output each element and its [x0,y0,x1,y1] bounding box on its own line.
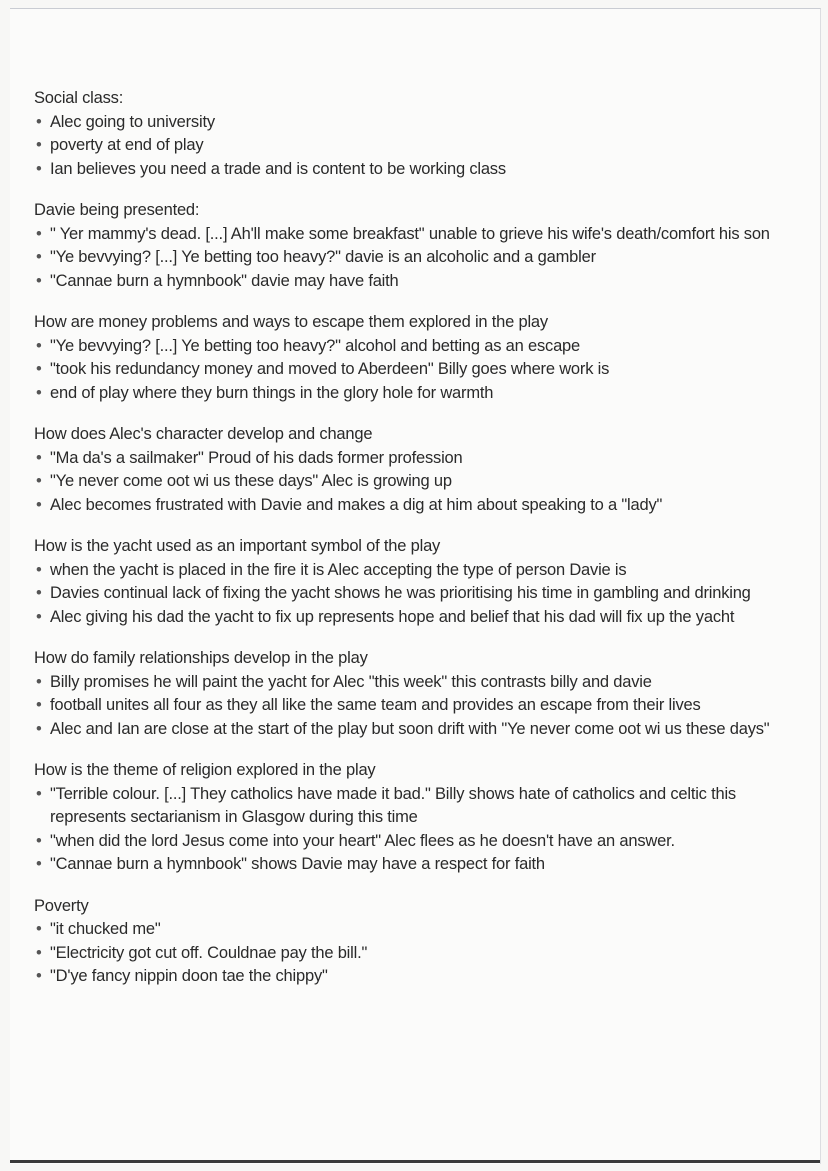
list-item: • "Ye bevvying? [...] Ye betting too heavy?" alcohol and betting as an escape [34,335,814,359]
list-item: • "when did the lord Jesus come into your heart" Alec flees as he doesn't have an answer. [34,830,814,854]
bullet-list [34,111,814,182]
section-heading: How are money problems and ways to escape them explored in the play [34,313,548,331]
list-item: • "Ye never come oot wi us these days" Alec is growing up [34,470,814,494]
bullet-list [34,783,814,877]
section-heading: How does Alec's character develop and change [34,425,373,443]
section-family-relationships [34,647,814,741]
list-item: • Billy promises he will paint the yacht for Alec "this week" this contrasts billy and davie [34,671,814,695]
bullet-list [34,671,814,742]
list-item: • poverty at end of play [34,134,814,158]
section-heading: Social class: [34,89,124,107]
section-heading: How is the yacht used as an important symbol of the play [34,537,441,555]
notes-content [34,87,814,1007]
list-item: • when the yacht is placed in the fire it is Alec accepting the type of person Davie is [34,559,814,583]
section-heading: How do family relationships develop in the play [34,649,368,667]
section-money-problems [34,311,814,405]
bullet-list [34,918,814,989]
bullet-list [34,447,814,518]
list-item: • Alec giving his dad the yacht to fix up represents hope and belief that his dad will fix up the yacht [34,606,814,630]
list-item: • "Cannae burn a hymnbook" shows Davie may have a respect for faith [34,853,814,877]
section-heading: Davie being presented: [34,201,200,219]
list-item: • football unites all four as they all like the same team and provides an escape from their lives [34,694,814,718]
bullet-list [34,223,814,294]
list-item: • "D'ye fancy nippin doon tae the chippy" [34,965,814,989]
section-yacht-symbol [34,535,814,629]
section-poverty [34,895,814,989]
section-alec-character [34,423,814,517]
list-item: • Alec going to university [34,111,814,135]
list-item: • Davies continual lack of fixing the yacht shows he was prioritising his time in gambling and drinking [34,582,814,606]
list-item: • "it chucked me" [34,918,814,942]
notes-page [10,8,821,1164]
list-item: • Alec becomes frustrated with Davie and makes a dig at him about speaking to a "lady" [34,494,814,518]
section-social-class [34,87,814,181]
list-item: • "Terrible colour. [...] They catholics have made it bad." Billy shows hate of catholics and celtic this represents sectarianism in Glasgow during this time [34,783,814,830]
list-item: • end of play where they burn things in the glory hole for warmth [34,382,814,406]
section-heading: How is the theme of religion explored in the play [34,761,376,779]
list-item: • "Ma da's a sailmaker" Proud of his dads former profession [34,447,814,471]
list-item: • "Cannae burn a hymnbook" davie may have faith [34,270,814,294]
bullet-list [34,559,814,630]
list-item: • "Ye bevvying? [...] Ye betting too heavy?" davie is an alcoholic and a gambler [34,246,814,270]
list-item: • "took his redundancy money and moved to Aberdeen" Billy goes where work is [34,358,814,382]
list-item: • "Electricity got cut off. Couldnae pay the bill." [34,942,814,966]
section-davie-presented [34,199,814,293]
section-religion [34,759,814,877]
bullet-list [34,335,814,406]
list-item: • " Yer mammy's dead. [...] Ah'll make some breakfast" unable to grieve his wife's death/comfort his son [34,223,814,247]
page-bottom-rule [10,1160,820,1163]
list-item: • Ian believes you need a trade and is content to be working class [34,158,814,182]
section-heading: Poverty [34,896,89,915]
list-item: • Alec and Ian are close at the start of the play but soon drift with "Ye never come oot wi us these days" [34,718,814,742]
